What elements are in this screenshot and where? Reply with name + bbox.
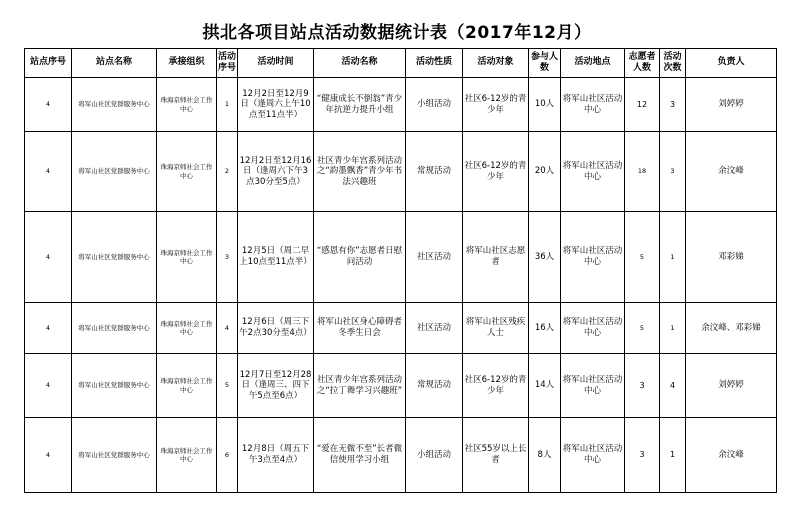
cell-time: 12月7日至12月28日（逢周三、四下午5点至6点） (238, 354, 314, 418)
cell-nature: 小组活动 (406, 418, 463, 493)
cell-nature: 小组活动 (406, 78, 463, 132)
cell-volunteers: 5 (625, 212, 660, 303)
cell-activity-no: 2 (217, 132, 238, 212)
cell-activity-name: “爱在无微不至”长者微信使用学习小组 (314, 418, 406, 493)
cell-activity-no: 5 (217, 354, 238, 418)
cell-nature: 常规活动 (406, 132, 463, 212)
cell-lead: 邓彩娣 (686, 212, 777, 303)
cell-count: 1 (660, 212, 686, 303)
cell-site-no: 4 (25, 78, 72, 132)
cell-org: 珠海京师社会工作中心 (157, 78, 217, 132)
cell-time: 12月8日（周五下午3点至4点） (238, 418, 314, 493)
cell-time: 12月6日（周三下午2点30分至4点） (238, 303, 314, 354)
cell-count: 3 (660, 78, 686, 132)
cell-target: 社区6-12岁的青少年 (463, 354, 529, 418)
cell-time: 12月2日至12月16日（逢周六下午3点30分至5点） (238, 132, 314, 212)
cell-participants: 20人 (529, 132, 561, 212)
cell-lead: 刘婷婷 (686, 354, 777, 418)
cell-org: 珠海京师社会工作中心 (157, 354, 217, 418)
cell-site-name: 将军山社区党群服务中心 (72, 418, 157, 493)
table-row (25, 354, 777, 418)
cell-volunteers: 12 (625, 78, 660, 132)
header-row (25, 49, 777, 78)
cell-location: 将军山社区活动中心 (561, 212, 625, 303)
table-row (25, 418, 777, 493)
cell-participants: 14人 (529, 354, 561, 418)
cell-location: 将军山社区活动中心 (561, 354, 625, 418)
cell-target: 社区6-12岁的青少年 (463, 78, 529, 132)
cell-participants: 10人 (529, 78, 561, 132)
cell-org: 珠海京师社会工作中心 (157, 132, 217, 212)
cell-org: 珠海京师社会工作中心 (157, 418, 217, 493)
header-volunteers: 志愿者人数 (625, 49, 660, 78)
header-lead: 负责人 (686, 49, 777, 78)
cell-site-no: 4 (25, 303, 72, 354)
cell-participants: 8人 (529, 418, 561, 493)
header-nature: 活动性质 (406, 49, 463, 78)
cell-count: 4 (660, 354, 686, 418)
cell-site-name: 将军山社区党群服务中心 (72, 303, 157, 354)
cell-site-name: 将军山社区党群服务中心 (72, 212, 157, 303)
cell-participants: 36人 (529, 212, 561, 303)
cell-volunteers: 18 (625, 132, 660, 212)
header-activity-name: 活动名称 (314, 49, 406, 78)
table-row (25, 78, 777, 132)
page-title: 拱北各项目站点活动数据统计表（2017年12月） (202, 23, 592, 43)
activity-table (24, 48, 777, 493)
table-row (25, 303, 777, 354)
cell-activity-name: 社区青少年宫系列活动之“拉丁舞学习兴趣班” (314, 354, 406, 418)
cell-site-name: 将军山社区党群服务中心 (72, 354, 157, 418)
cell-activity-no: 1 (217, 78, 238, 132)
cell-site-name: 将军山社区党群服务中心 (72, 132, 157, 212)
cell-target: 社区6-12岁的青少年 (463, 132, 529, 212)
cell-location: 将军山社区活动中心 (561, 418, 625, 493)
table-row (25, 132, 777, 212)
cell-lead: 刘婷婷 (686, 78, 777, 132)
header-site-name: 站点名称 (72, 49, 157, 78)
header-count: 活动次数 (660, 49, 686, 78)
cell-activity-name: 社区青少年宫系列活动之“韵墨飘香”青少年书法兴趣班 (314, 132, 406, 212)
cell-count: 1 (660, 303, 686, 354)
cell-nature: 社区活动 (406, 212, 463, 303)
header-org: 承接组织 (157, 49, 217, 78)
cell-count: 3 (660, 132, 686, 212)
cell-site-no: 4 (25, 132, 72, 212)
cell-org: 珠海京师社会工作中心 (157, 212, 217, 303)
cell-activity-no: 6 (217, 418, 238, 493)
cell-site-no: 4 (25, 212, 72, 303)
table-row (25, 212, 777, 303)
cell-volunteers: 5 (625, 303, 660, 354)
cell-nature: 社区活动 (406, 303, 463, 354)
cell-participants: 16人 (529, 303, 561, 354)
cell-site-name: 将军山社区党群服务中心 (72, 78, 157, 132)
header-time: 活动时间 (238, 49, 314, 78)
cell-nature: 常规活动 (406, 354, 463, 418)
cell-location: 将军山社区活动中心 (561, 303, 625, 354)
cell-location: 将军山社区活动中心 (561, 132, 625, 212)
cell-time: 12月5日（周二早上10点至11点半） (238, 212, 314, 303)
cell-activity-name: “感恩有你”志愿者日慰问活动 (314, 212, 406, 303)
cell-count: 1 (660, 418, 686, 493)
cell-site-no: 4 (25, 354, 72, 418)
cell-activity-name: “健康成长不倒翁”青少年抗逆力提升小组 (314, 78, 406, 132)
cell-org: 珠海京师社会工作中心 (157, 303, 217, 354)
cell-target: 将军山社区残疾人士 (463, 303, 529, 354)
cell-time: 12月2日至12月9日（逢周六上午10点至11点半） (238, 78, 314, 132)
cell-location: 将军山社区活动中心 (561, 78, 625, 132)
cell-activity-no: 3 (217, 212, 238, 303)
cell-target: 社区55岁以上长者 (463, 418, 529, 493)
cell-lead: 余汶峰、邓彩娣 (686, 303, 777, 354)
cell-lead: 余汶峰 (686, 132, 777, 212)
header-location: 活动地点 (561, 49, 625, 78)
cell-volunteers: 3 (625, 418, 660, 493)
header-site-no: 站点序号 (25, 49, 72, 78)
header-activity-no: 活动序号 (217, 49, 238, 78)
header-target: 活动对象 (463, 49, 529, 78)
cell-volunteers: 3 (625, 354, 660, 418)
cell-lead: 余汶峰 (686, 418, 777, 493)
header-participants: 参与人数 (529, 49, 561, 78)
cell-site-no: 4 (25, 418, 72, 493)
cell-activity-no: 4 (217, 303, 238, 354)
cell-activity-name: 将军山社区身心障碍者冬季生日会 (314, 303, 406, 354)
cell-target: 将军山社区志愿者 (463, 212, 529, 303)
